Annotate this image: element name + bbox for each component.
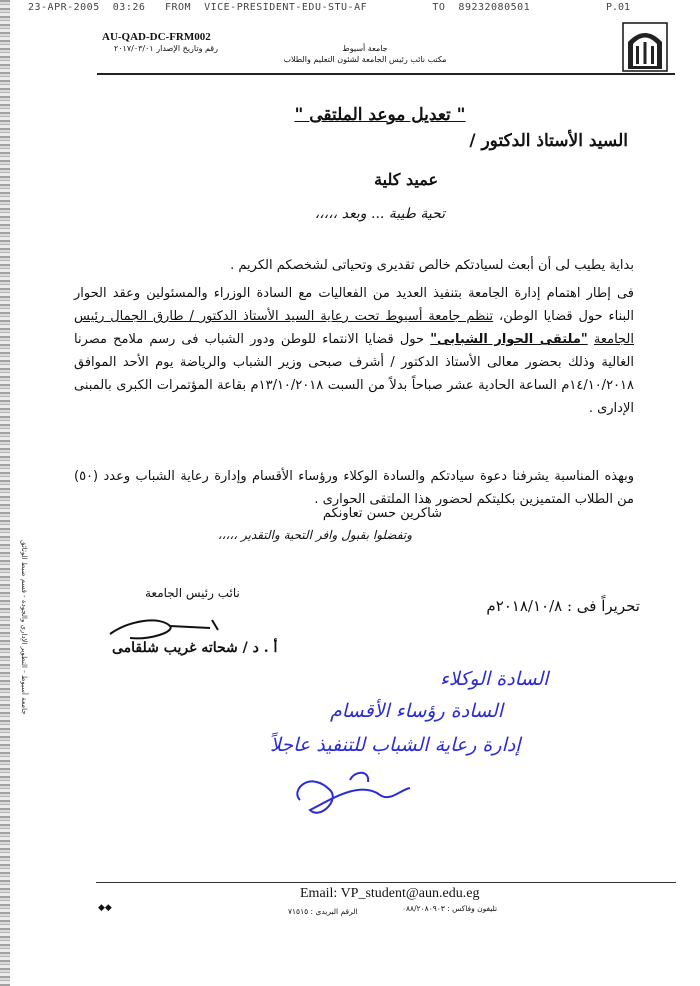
event-name: "ملتقى الحوار الشبابى" xyxy=(430,332,588,347)
handwritten-initials xyxy=(250,650,450,850)
scan-edge xyxy=(0,0,10,986)
footer-mark-icon: ◆◆ xyxy=(98,903,112,913)
footer-email: Email: VP_student@aun.edu.eg xyxy=(300,886,480,901)
paragraph-event-sponsor: تنظم جامعة أسيوط تحت رعاية السيد الأستاذ الدكتور / طارق الجمال رئيس الجامعة xyxy=(74,309,635,347)
fax-header: 23-APR-2005 03:26 FROM VICE-PRESIDENT-EDU-STU-AF TO 89232080501 xyxy=(28,2,531,13)
addressee: السيد الأستاذ الدكتور / xyxy=(469,131,628,151)
signatory-name: أ . د / شحاته غريب شلقامى xyxy=(112,640,278,656)
paragraph-invitation: وبهذه المناسبة يشرفنا دعوة سيادتكم والسادة الوكلاء ورؤساء الأقسام وإدارة رعاية الشباب وعدد (٥٠) من الطلاب المتميزين بكليتكم لحضور هذا الملتقى الحوارى . xyxy=(74,469,634,507)
signatory-title: نائب رئيس الجامعة xyxy=(145,586,240,600)
footer-postal: الرقم البريدى : ٧١٥١٥ xyxy=(288,907,358,916)
university-seal-icon xyxy=(622,22,668,72)
fax-page-number: P.01 xyxy=(606,2,631,13)
handwritten-note-line: السادة رؤساء الأقسام xyxy=(330,700,503,722)
footer-divider xyxy=(96,882,676,883)
greeting: تحية طيبة ... وبعد ،،،،، xyxy=(314,206,445,222)
handwritten-note-line: السادة الوكلاء xyxy=(440,668,549,690)
header-divider xyxy=(97,73,675,75)
university-name: جامعة أسيوط xyxy=(342,44,388,53)
form-date: رقم وتاريخ الإصدار ٢٠١٧/٠٣/٠١ xyxy=(113,44,218,53)
paragraph-event-details: حول قضايا الانتماء للوطن ودور الشباب فى رسم ملامح مصرنا الغالية وذلك بحضور معالى الأستاذ الدكتور / أشرف صبحى وزير الشباب والرياضة يوم الأحد الموافق ١٤/١٠/٢٠١٨م الساعة الحادية عشر صباحاً بدلاً من السبت ١٣/١٠/٢٠١٨م بقاعة المؤتمرات الكبرى بالمبنى الإدارى . xyxy=(74,332,634,416)
paragraph-event xyxy=(74,282,634,420)
paragraph-opening: بداية يطيب لى أن أبعث لسيادتكم خالص تقديرى وتحياتى لشخصكم الكريم . xyxy=(230,258,634,273)
sidebar-note: جامعة أسيوط - التطوير الإداري والجودة - قسم ضبط الوثائق xyxy=(20,540,28,715)
letter-title: " تعديل موعد الملتقى " xyxy=(294,105,466,125)
paragraph-event-intro: فى إطار اهتمام إدارة الجامعة بتنفيذ العديد من الفعاليات مع السادة الوزراء والمسئولين وعقد الحوار البناء حول قضايا الوطن، xyxy=(74,286,634,324)
addressee-role: عميد كلية xyxy=(374,170,438,189)
footer-phone: تليفون وفاكس : ٠٨٨/٢٠٨٠٩٠٣ xyxy=(402,904,498,913)
handwritten-note-line: إدارة رعاية الشباب للتنفيذ عاجلاً xyxy=(270,734,521,756)
thanks-line: شاكرين حسن تعاونكم xyxy=(322,506,442,521)
date-written: تحريراً فى : ٢٠١٨/١٠/٨م xyxy=(486,597,640,615)
form-code: AU-QAD-DC-FRM002 xyxy=(102,31,211,43)
closing-line: وتفضلوا بقبول وافر التحية والتقدير ،،،،، xyxy=(217,528,412,542)
office-name: مكتب نائب رئيس الجامعة لشئون التعليم والطلاب xyxy=(283,55,447,64)
